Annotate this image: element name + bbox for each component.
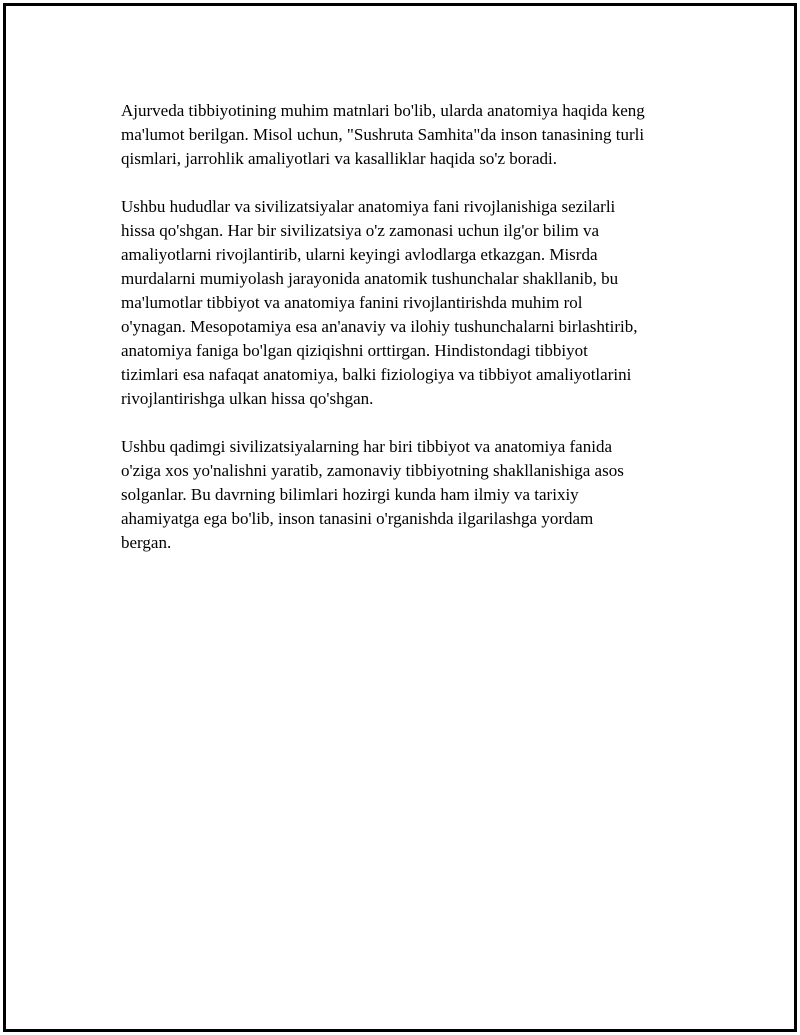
text-line: o'ziga xos yo'nalishni yaratib, zamonaviy tibbiyotning shakllanishiga asos [121, 461, 624, 480]
paragraph-2 [121, 195, 711, 411]
text-line: o'ynagan. Mesopotamiya esa an'anaviy va ilohiy tushunchalarni birlashtirib, [121, 317, 638, 336]
text-line: ma'lumotlar tibbiyot va anatomiya fanini rivojlantirishda muhim rol [121, 293, 583, 312]
text-line: solganlar. Bu davrning bilimlari hozirgi kunda ham ilmiy va tarixiy [121, 485, 579, 504]
text-line: ma'lumot berilgan. Misol uchun, "Sushruta Samhita"da inson tanasining turli [121, 125, 645, 144]
text-line: hissa qo'shgan. Har bir sivilizatsiya o'z zamonasi uchun ilg'or bilim va [121, 221, 600, 240]
text-line: Ajurveda tibbiyotining muhim matnlari bo'lib, ularda anatomiya haqida keng [121, 101, 645, 120]
text-line: ahamiyatga ega bo'lib, inson tanasini o'rganishda ilgarilashga yordam [121, 509, 594, 528]
paragraph-3 [121, 435, 711, 555]
paragraph-1 [121, 99, 711, 171]
page-frame [3, 3, 797, 1032]
text-line: anatomiya faniga bo'lgan qiziqishni orttirgan. Hindistondagi tibbiyot [121, 341, 588, 360]
text-line: amaliyotlarni rivojlantirib, ularni keyingi avlodlarga etkazgan. Misrda [121, 245, 598, 264]
text-line: rivojlantirishga ulkan hissa qo'shgan. [121, 389, 374, 408]
text-line: bergan. [121, 533, 172, 552]
document-body [121, 99, 711, 579]
text-line: qismlari, jarrohlik amaliyotlari va kasalliklar haqida so'z boradi. [121, 149, 557, 168]
text-line: Ushbu hududlar va sivilizatsiyalar anatomiya fani rivojlanishiga sezilarli [121, 197, 616, 216]
text-line: Ushbu qadimgi sivilizatsiyalarning har biri tibbiyot va anatomiya fanida [121, 437, 612, 456]
text-line: murdalarni mumiyolash jarayonida anatomik tushunchalar shakllanib, bu [121, 269, 619, 288]
text-line: tizimlari esa nafaqat anatomiya, balki fiziologiya va tibbiyot amaliyotlarini [121, 365, 632, 384]
